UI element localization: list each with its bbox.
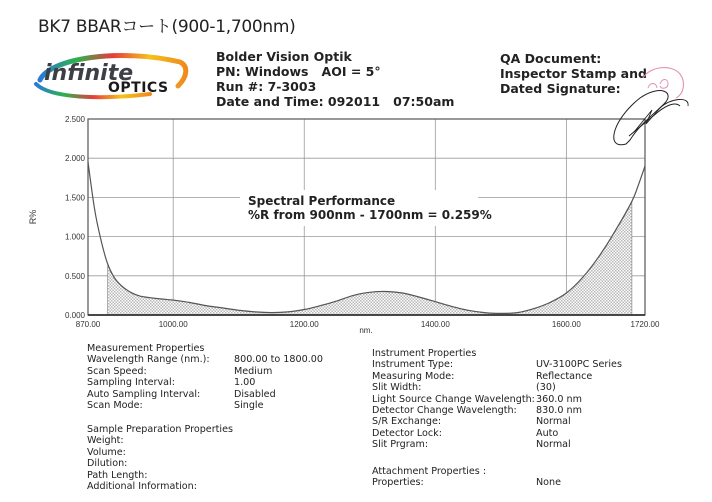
prop-label: Slit Width: [372, 382, 422, 394]
qa-line-1: QA Document: [500, 51, 602, 66]
y-axis-label: R% [28, 209, 38, 225]
y-tick-label: 1.500 [64, 193, 85, 203]
prop-value: 800.00 to 1800.00 [234, 354, 323, 366]
date-time: Date and Time: 092011 07:50am [216, 94, 455, 109]
y-tick-label: 2.500 [64, 115, 85, 124]
prop-value: 830.0 nm [536, 404, 582, 416]
prop-value: None [536, 477, 562, 489]
prop-label: Instrument Type: [372, 359, 454, 371]
prop-label: Detector Change Wavelength: [372, 404, 517, 416]
part-number: PN: Windows AOI = 5° [216, 64, 381, 79]
chart-title: Spectral Performance [248, 194, 396, 208]
prop-value: Reflectance [536, 370, 593, 382]
reflectance-curve [88, 162, 645, 313]
prop-value: 360.0 nm [536, 393, 582, 405]
x-tick-label: 870.00 [75, 320, 101, 329]
prop-value: UV-3100PC Series [536, 359, 622, 371]
prop-label: Path Length: [87, 469, 148, 481]
chart-subtitle: %R from 900nm - 1700nm = 0.259% [248, 208, 492, 222]
y-tick-label: 1.000 [64, 232, 85, 242]
y-tick-label: 0.500 [64, 271, 85, 281]
prop-value: Auto [536, 427, 559, 439]
x-axis-label: nm. [359, 326, 373, 335]
prop-label: Additional Information: [87, 480, 197, 492]
signature-icon [614, 91, 688, 145]
prop-label: Properties: [372, 477, 424, 489]
x-tick-label: 1200.00 [289, 320, 319, 329]
prop-value: Disabled [234, 388, 276, 400]
y-tick-labels [65, 115, 86, 320]
x-tick-label: 1720.00 [630, 320, 660, 329]
prop-value: (30) [536, 382, 556, 394]
prop-label: Dilution: [87, 458, 128, 470]
instrument-heading: Instrument Properties [372, 348, 477, 359]
prop-label: Scan Speed: [87, 365, 147, 377]
prop-value: Medium [234, 365, 273, 377]
prop-label: Slit Prgram: [372, 439, 429, 451]
prop-label: Wavelength Range (nm.): [87, 354, 210, 366]
y-tick-label: 2.000 [64, 154, 85, 164]
x-tick-label: 1400.00 [420, 320, 450, 329]
prop-label: Sampling Interval: [87, 377, 175, 389]
document-title: BK7 BBARコート(900-1,700nm) [38, 17, 296, 37]
instrument-properties [372, 348, 672, 451]
x-tick-label: 1600.00 [551, 320, 581, 329]
prop-label: S/R Exchange: [372, 416, 442, 428]
prop-label: Light Source Change Wavelength: [372, 393, 535, 405]
prop-label: Volume: [87, 446, 126, 458]
qa-line-2: Inspector Stamp and [500, 66, 647, 81]
y-tick-label: 0.000 [64, 311, 85, 320]
prop-label: Weight: [87, 435, 124, 447]
logo-word1: infinite [44, 61, 134, 86]
prop-value: 1.00 [234, 377, 256, 389]
run-number: Run #: 7-3003 [216, 79, 317, 94]
measurement-heading: Measurement Properties [87, 343, 205, 354]
measurement-properties [87, 343, 357, 411]
attachment-properties [372, 466, 672, 489]
attachment-heading: Attachment Properties : [372, 466, 487, 477]
company-name: Bolder Vision Optik [216, 49, 352, 64]
sample-heading: Sample Preparation Properties [87, 424, 233, 435]
prop-label: Scan Mode: [87, 399, 143, 411]
logo-word2: OPTICS [108, 80, 169, 96]
prop-value: Normal [536, 416, 571, 428]
prop-label: Measuring Mode: [372, 370, 455, 382]
prop-label: Detector Lock: [372, 427, 442, 439]
prop-label: Auto Sampling Interval: [87, 388, 201, 400]
x-tick-label: 1000.00 [158, 320, 188, 329]
sample-preparation-properties [87, 424, 357, 492]
prop-value: Normal [536, 439, 571, 451]
prop-value: Single [234, 399, 264, 411]
qa-line-3: Dated Signature: [500, 81, 621, 96]
